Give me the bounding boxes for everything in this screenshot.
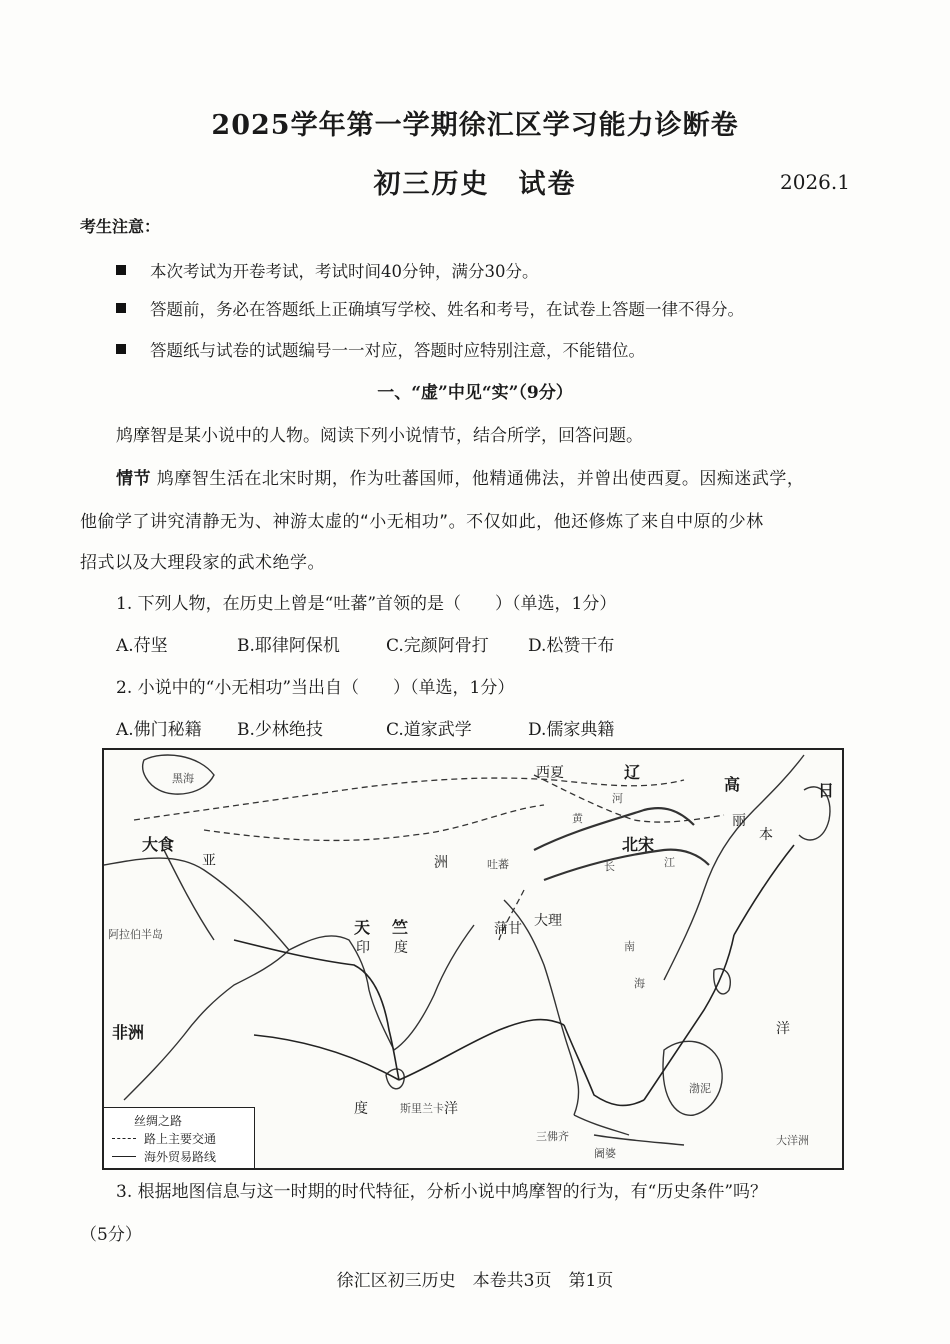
q2-option-d: D.儒家典籍 (528, 720, 615, 740)
map-label-dashi: 大食 (142, 835, 175, 854)
exam-date: 2026.1 (780, 170, 850, 194)
sea-route-strait (564, 1025, 644, 1105)
map-label-liao: 辽 (624, 763, 641, 782)
map-label-sanfoqi: 三佛齐 (536, 1130, 569, 1143)
map-label-chang: 长 (604, 860, 615, 873)
map-label-ben: 本 (759, 827, 773, 843)
map-label-hai: 海 (634, 977, 645, 990)
q2-option-b: B.少林绝技 (237, 720, 323, 740)
question-2-stem: 2. 小说中的“小无相功”当出自（ ）（单选，1分） (116, 678, 515, 698)
map-label-dupo: 阇婆 (594, 1147, 616, 1160)
q1-option-c: C.完颜阿骨打 (386, 636, 489, 656)
map-label-ri: 日 (818, 781, 835, 800)
map-label-he: 河 (612, 792, 623, 805)
q2-option-c: C.道家武学 (386, 720, 472, 740)
story-line-3: 招式以及大理段家的武术绝学。 (80, 553, 325, 573)
land-route-north (134, 778, 684, 820)
map-label-zhu: 竺 (392, 918, 409, 937)
map-label-pugan: 蒲甘 (494, 921, 522, 937)
map-label-nan: 南 (624, 940, 635, 953)
q1-option-d: D.松赞干布 (528, 636, 615, 656)
map-label-africa: 非洲 (112, 1023, 145, 1042)
story-label: 情节 (116, 469, 151, 489)
question-1-stem: 1. 下列人物，在历史上曾是“吐蕃”首领的是（ ）（单选，1分） (116, 594, 617, 614)
map-label-beisong: 北宋 (622, 835, 655, 854)
page-footer: 徐汇区初三历史 本卷共3页 第1页 (336, 1271, 614, 1291)
map-label-indian-ocean-yang: 洋 (444, 1101, 458, 1117)
solid-line-icon (112, 1156, 136, 1157)
map-label-zhou: 洲 (434, 855, 448, 871)
map-label-dali: 大理 (534, 913, 562, 929)
sea-route-west (234, 940, 399, 1080)
map-label-boni: 渤泥 (689, 1082, 711, 1095)
sea-route-bay (399, 1020, 564, 1080)
story-line-1: 情节 鸠摩智生活在北宋时期，作为吐蕃国师，他精通佛法，并曾出使西夏。因痴迷武学， (116, 469, 805, 489)
exam-subtitle: 初三历史 试卷 (373, 169, 577, 200)
map-label-pacific-yang: 洋 (776, 1021, 790, 1037)
question-3-score: （5分） (80, 1225, 142, 1245)
map-label-srilanka: 斯里兰卡 (400, 1102, 444, 1115)
q2-option-a: A.佛门秘籍 (116, 720, 202, 740)
legend-sea-route: 海外贸易路线 (112, 1148, 216, 1165)
map-label-arabia: 阿拉伯半岛 (108, 928, 163, 941)
map-label-indian-ocean-du: 度 (354, 1101, 368, 1117)
map-label-huang: 黄 (572, 812, 583, 825)
map-label-tubo: 吐蕃 (487, 858, 509, 871)
land-route-middle (204, 805, 544, 840)
map-label-jiang: 江 (664, 856, 675, 869)
notice-item: 本次考试为开卷考试，考试时间40分钟，满分30分。 (116, 258, 539, 282)
bullet-square-icon (116, 265, 126, 275)
map-label-yin: 印 (356, 940, 370, 956)
java-coast (594, 1135, 684, 1145)
q1-option-b: B.耶律阿保机 (237, 636, 340, 656)
bullet-square-icon (116, 344, 126, 354)
map-label-xixia: 西夏 (536, 765, 564, 781)
sea-route-north (734, 845, 794, 935)
yellow-river (534, 808, 694, 850)
q1-option-a: A.苻坚 (116, 636, 168, 656)
sea-route-africa (254, 1035, 399, 1080)
section-intro: 鸠摩智是某小说中的人物。阅读下列小说情节，结合所学，回答问题。 (116, 426, 643, 446)
map-label-ya: 亚 (202, 853, 216, 869)
map-label-black-sea: 黑海 (172, 772, 194, 785)
exam-title: 2025学年第一学期徐汇区学习能力诊断卷 (211, 110, 739, 141)
map-legend (104, 1107, 255, 1168)
bullet-square-icon (116, 303, 126, 313)
legend-land-route: 路上主要交通 (112, 1130, 216, 1147)
map-label-du: 度 (394, 940, 408, 956)
borneo-outline (663, 1041, 722, 1115)
notice-heading: 考生注意： (80, 217, 161, 236)
legend-title: 丝绸之路 (134, 1114, 183, 1128)
story-line-2: 他偷学了讲究清静无为、神游太虚的“小无相功”。不仅如此，他还修炼了来自中原的少林 (80, 512, 764, 532)
question-3-stem: 3. 根据地图信息与这一时期的时代特征，分析小说中鸠摩智的行为，有“历史条件”吗？ (116, 1182, 768, 1202)
arabia-coast (104, 858, 289, 1100)
notice-item: 答题前，务必在答题纸上正确填写学校、姓名和考号，在试卷上答题一律不得分。 (116, 296, 744, 320)
section-title: 一、“虚”中见“实”（9分） (377, 383, 573, 403)
sumatra-coast (574, 1115, 629, 1135)
dashed-line-icon (112, 1138, 136, 1139)
map-label-gao: 高 (724, 775, 741, 794)
notice-item: 答题纸与试卷的试题编号一一对应，答题时应特别注意，不能错位。 (116, 337, 645, 361)
map-label-tian: 天 (354, 918, 371, 937)
map-label-oceania: 大洋洲 (776, 1134, 809, 1147)
map-label-li: 丽 (732, 813, 746, 829)
sea-route-south-china-sea (644, 935, 734, 1100)
silk-road-map (102, 748, 844, 1170)
